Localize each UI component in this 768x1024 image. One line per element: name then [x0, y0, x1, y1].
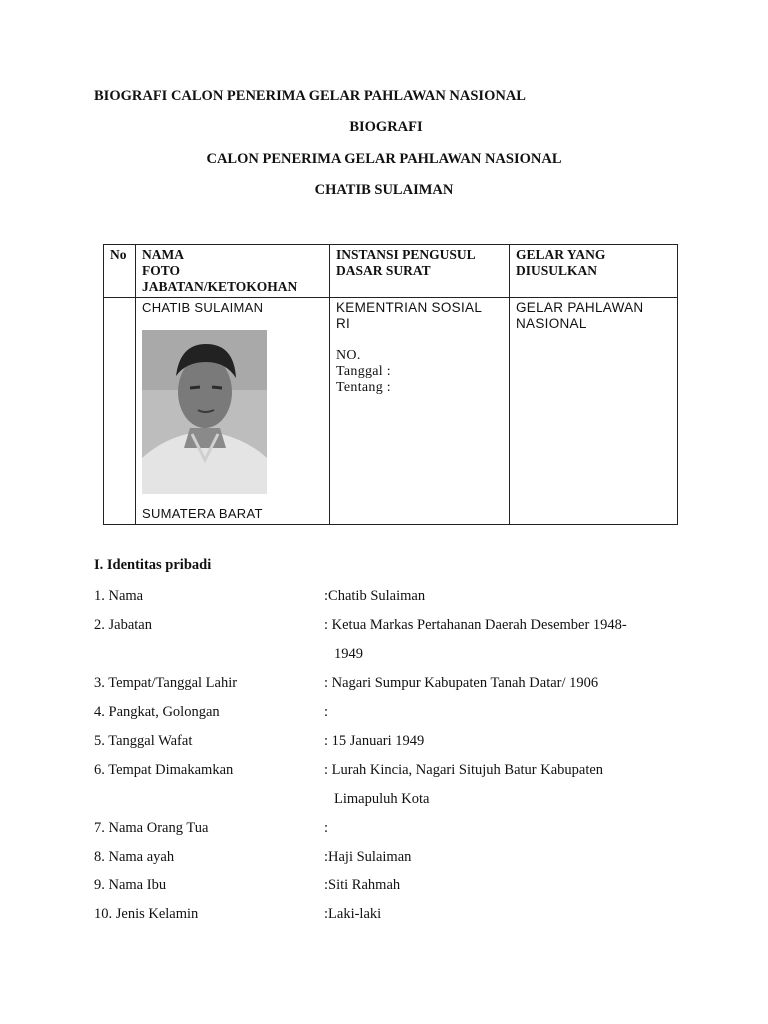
surat-tentang-label: Tentang : [336, 380, 391, 395]
header-dasar-surat-line: DASAR SURAT [336, 263, 431, 278]
section-title: I. Identitas pribadi [94, 557, 212, 573]
field-value: :Siti Rahmah [324, 877, 401, 893]
field-label: 4. Pangkat, Golongan [94, 704, 220, 720]
field-value: : Ketua Markas Pertahanan Daerah Desember 1948- [324, 617, 627, 633]
field-value: :Chatib Sulaiman [324, 588, 426, 604]
title-calon-penerima: CALON PENERIMA GELAR PAHLAWAN NASIONAL [206, 151, 562, 167]
field-value: : 15 Januari 1949 [324, 733, 425, 749]
field-label: 7. Nama Orang Tua [94, 820, 209, 836]
gelar-line-1: GELAR PAHLAWAN [516, 300, 644, 315]
field-label: 10. Jenis Kelamin [94, 906, 199, 922]
instansi-line-2: RI [336, 316, 351, 331]
header-diusulkan-line: DIUSULKAN [516, 263, 598, 278]
field-value: : Lurah Kincia, Nagari Situjuh Batur Kabupaten [324, 762, 604, 778]
title-biografi: BIOGRAFI [349, 119, 423, 135]
cell-nama [136, 298, 330, 525]
biography-table [103, 244, 678, 525]
field-value: :Haji Sulaiman [324, 849, 412, 865]
field-label: 3. Tempat/Tanggal Lahir [94, 675, 238, 691]
field-value: : [324, 704, 329, 720]
field-label: 8. Nama ayah [94, 849, 175, 865]
header-jabatan-line: JABATAN/KETOKOHAN [142, 279, 298, 294]
field-value: : [324, 820, 329, 836]
header-nama [136, 245, 330, 298]
table-row [104, 298, 678, 525]
title-person-name: CHATIB SULAIMAN [314, 182, 454, 198]
header-instansi [330, 245, 510, 298]
header-no: No [104, 245, 136, 298]
field-label: 5. Tanggal Wafat [94, 733, 193, 749]
field-value: : Nagari Sumpur Kabupaten Tanah Datar/ 1906 [324, 675, 599, 691]
header-gelar-line: GELAR YANG [516, 247, 606, 262]
surat-tanggal-label: Tanggal : [336, 364, 391, 379]
field-value-continuation: Limapuluh Kota [334, 791, 430, 807]
person-name: CHATIB SULAIMAN [142, 300, 264, 315]
header-nama-line: NAMA [142, 247, 184, 262]
surat-no-label: NO. [336, 348, 361, 363]
field-value: :Laki-laki [324, 906, 382, 922]
portrait-image [142, 330, 267, 494]
field-value-continuation: 1949 [334, 646, 363, 662]
gelar-line-2: NASIONAL [516, 316, 587, 331]
header-gelar [510, 245, 678, 298]
field-label: 6. Tempat Dimakamkan [94, 762, 234, 778]
instansi-line-1: KEMENTRIAN SOSIAL [336, 300, 483, 315]
field-label: 2. Jabatan [94, 617, 152, 633]
table-header-row [104, 245, 678, 298]
portrait-photo [142, 330, 267, 494]
field-label: 1. Nama [94, 588, 144, 604]
cell-gelar [510, 298, 678, 525]
document-heading: BIOGRAFI CALON PENERIMA GELAR PAHLAWAN NASIONAL [94, 88, 526, 104]
header-foto-line: FOTO [142, 263, 181, 278]
field-label: 9. Nama Ibu [94, 877, 167, 893]
header-instansi-line: INSTANSI PENGUSUL [336, 247, 476, 262]
cell-no [104, 298, 136, 525]
region-label: SUMATERA BARAT [142, 506, 263, 521]
cell-instansi [330, 298, 510, 525]
